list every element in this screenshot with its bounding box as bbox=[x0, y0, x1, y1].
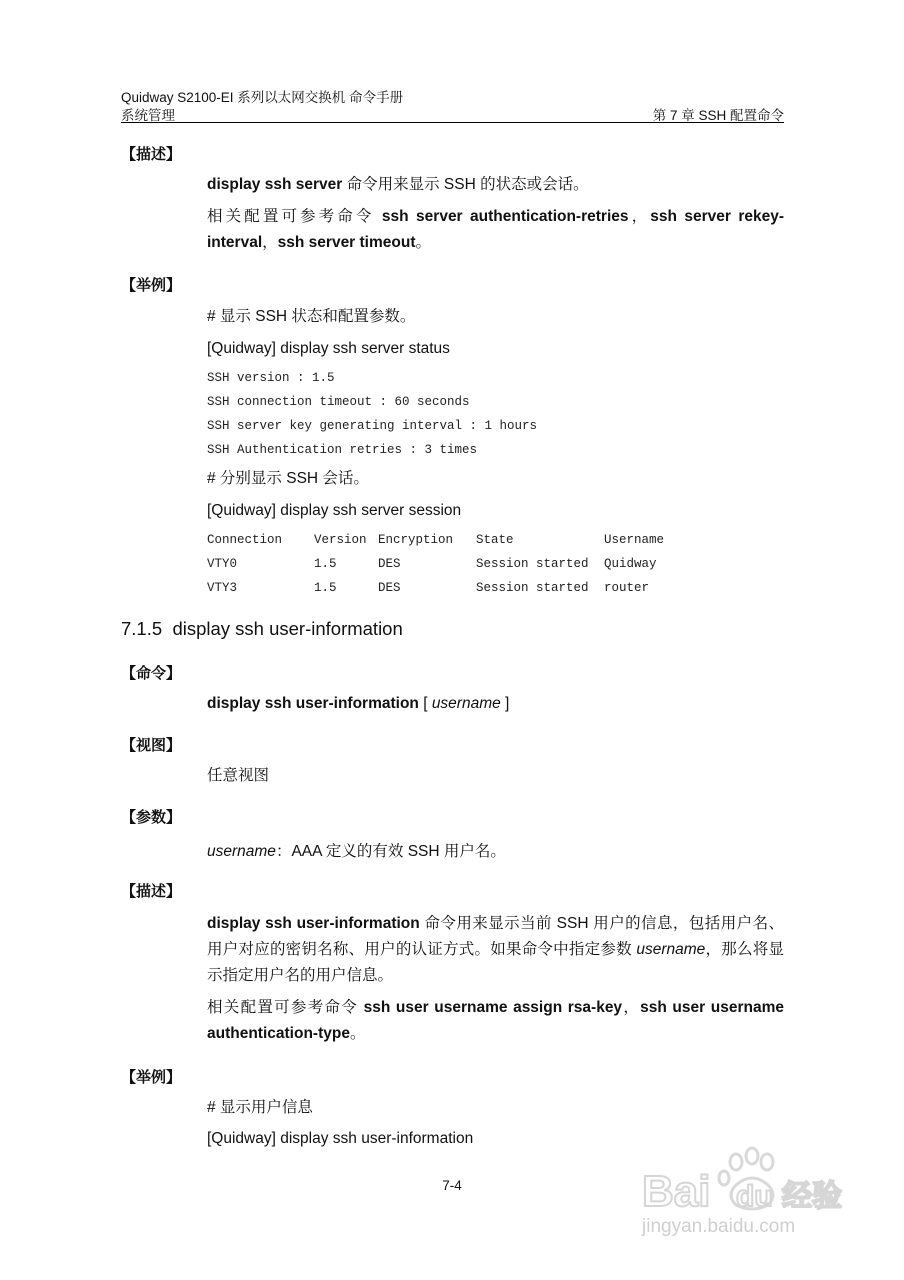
table-cell: DES bbox=[378, 557, 401, 571]
example-command: [Quidway] display ssh server session bbox=[207, 502, 462, 519]
table-cell: VTY3 bbox=[207, 581, 238, 595]
header-chapter: 第 7 章 SSH 配置命令 bbox=[652, 108, 784, 123]
output-line: SSH connection timeout : 60 seconds bbox=[207, 395, 470, 409]
table-header: State bbox=[476, 533, 514, 547]
header-section: 系统管理 bbox=[121, 108, 175, 123]
output-line: SSH server key generating interval : 1 hours bbox=[207, 419, 538, 433]
table-header: Username bbox=[604, 533, 665, 547]
section-heading: 7.1.5 display ssh user-information bbox=[121, 618, 403, 639]
baidu-jingyan-watermark bbox=[640, 1140, 860, 1270]
output-line: SSH Authentication retries : 3 times bbox=[207, 443, 478, 457]
example-heading: 【举例】 bbox=[121, 1069, 182, 1086]
output-line: SSH version : 1.5 bbox=[207, 371, 335, 385]
example-comment: # 显示 SSH 状态和配置参数。 bbox=[207, 308, 416, 325]
table-cell: Session started bbox=[476, 557, 589, 571]
table-header: Encryption bbox=[378, 533, 454, 547]
description-paragraph: display ssh server 命令用来显示 SSH 的状态或会话。 bbox=[207, 176, 589, 193]
table-header: Version bbox=[314, 533, 367, 547]
example-heading: 【举例】 bbox=[121, 277, 182, 294]
table-cell: router bbox=[604, 581, 650, 595]
description-heading: 【描述】 bbox=[121, 883, 182, 900]
table-cell: 1.5 bbox=[314, 557, 337, 571]
watermark-url: jingyan.baidu.com bbox=[642, 1216, 796, 1237]
command-syntax: display ssh user-information [ username ] bbox=[207, 695, 510, 712]
table-cell: Session started bbox=[476, 581, 589, 595]
parameter-text: username：AAA 定义的有效 SSH 用户名。 bbox=[207, 843, 506, 860]
svg-text:Bai: Bai bbox=[642, 1167, 711, 1216]
related-commands-paragraph: 相关配置可参考命令 ssh server authentication-retries，ssh server rekey-interval，ssh server timeout。 bbox=[207, 208, 784, 251]
command-name: display ssh server bbox=[207, 176, 343, 193]
table-cell: Quidway bbox=[604, 557, 657, 571]
baidu-paw-logo-icon bbox=[640, 1140, 860, 1270]
example-command: [Quidway] display ssh user-information bbox=[207, 1130, 474, 1147]
example-comment: # 显示用户信息 bbox=[207, 1099, 313, 1116]
header-title: Quidway S2100-EI 系列以太网交换机 命令手册 bbox=[121, 90, 404, 105]
svg-text:du: du bbox=[736, 1180, 773, 1213]
parameter-heading: 【参数】 bbox=[121, 809, 182, 826]
svg-text:经验: 经验 bbox=[782, 1179, 842, 1214]
command-heading: 【命令】 bbox=[121, 665, 182, 682]
description-heading: 【描述】 bbox=[121, 146, 182, 163]
table-cell: DES bbox=[378, 581, 401, 595]
table-header: Connection bbox=[207, 533, 283, 547]
example-command: [Quidway] display ssh server status bbox=[207, 340, 450, 357]
table-cell: 1.5 bbox=[314, 581, 337, 595]
description-paragraph: display ssh user-information 命令用来显示当前 SSH 用户的信息，包括用户名、用户对应的密钥名称、用户的认证方式。如果命令中指定参数 username，那么将显示指定用户名的用户信息。 bbox=[207, 915, 784, 984]
view-text: 任意视图 bbox=[207, 767, 270, 784]
view-heading: 【视图】 bbox=[121, 737, 182, 754]
page-number: 7-4 bbox=[442, 1178, 462, 1193]
header-rule bbox=[121, 122, 784, 123]
related-commands-paragraph: 相关配置可参考命令 ssh user username assign rsa-key，ssh user username authentication-type。 bbox=[207, 999, 784, 1042]
example-comment: # 分别显示 SSH 会话。 bbox=[207, 470, 369, 487]
table-cell: VTY0 bbox=[207, 557, 238, 571]
